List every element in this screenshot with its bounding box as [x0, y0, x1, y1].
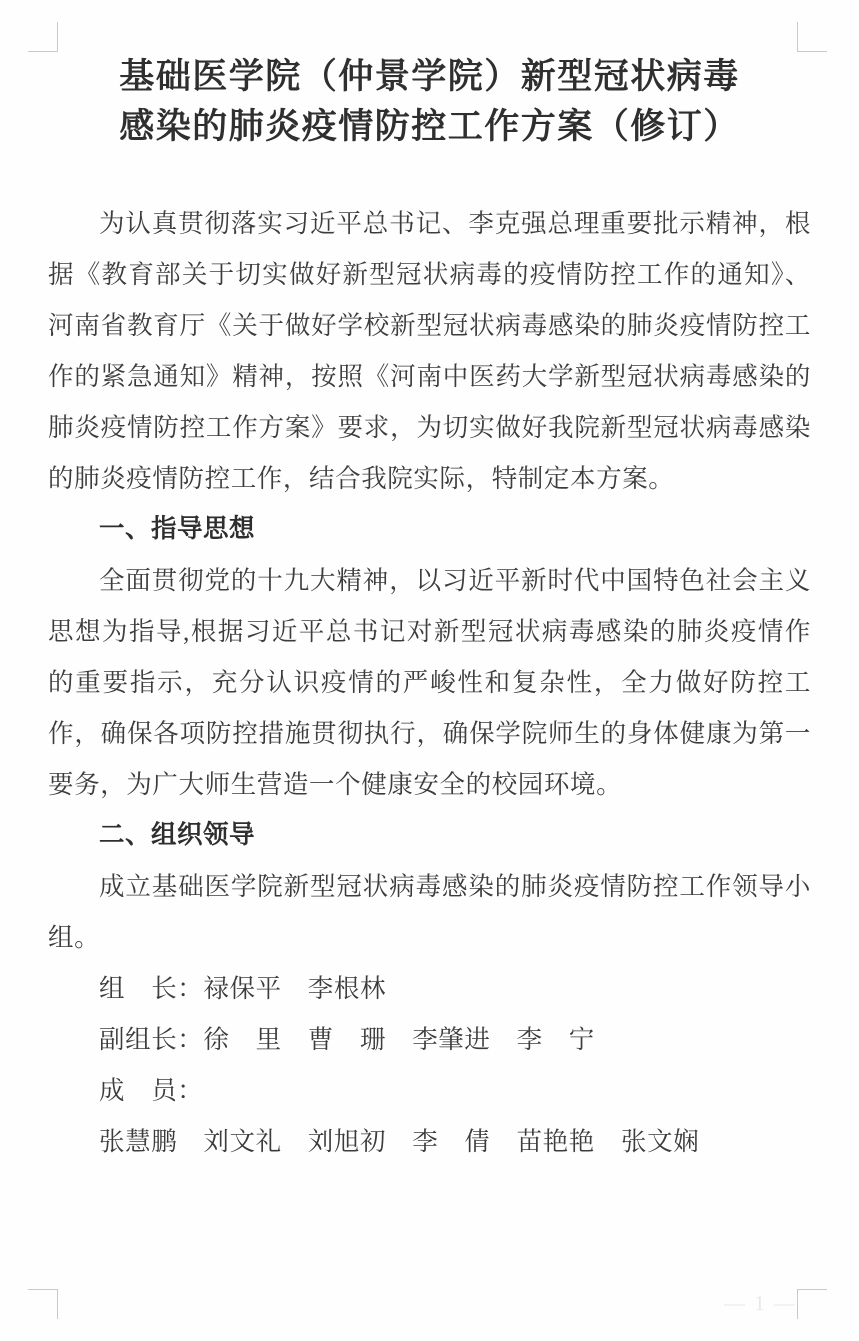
page-number: — 1 — — [724, 1291, 797, 1315]
document-title-line-1: 基础医学院（仲景学院）新型冠状病毒 — [119, 57, 740, 96]
document-body — [48, 38, 811, 1167]
crop-mark-bottom-left — [28, 1289, 58, 1319]
section-paragraph-guiding-thought: 全面贯彻党的十九大精神，以习近平新时代中国特色社会主义思想为指导,根据习近平总书记对新型冠状病毒感染的肺炎疫情作的重要指示，充分认识疫情的严峻性和复杂性，全力做好防控工作，确保各项防控措施贯彻执行，确保学院师生的身体健康为第一要务，为广大师生营造一个健康安全的校园环境。 — [48, 566, 811, 799]
section-heading-organization: 二、组织领导 — [99, 821, 256, 849]
document-title — [48, 52, 811, 152]
roster-line-members-label — [48, 1065, 811, 1116]
roster-line-leader — [48, 963, 811, 1014]
leadership-roster — [48, 963, 811, 1167]
document-content — [48, 198, 811, 1167]
roster-names-deputy: 徐 里 曹 珊 李肇进 李 宁 — [203, 1025, 595, 1054]
roster-label-leader: 组 长： — [99, 974, 204, 1003]
roster-label-members: 成 员： — [99, 1076, 204, 1105]
roster-line-deputy — [48, 1014, 811, 1065]
roster-names-leader: 禄保平 李根林 — [203, 974, 387, 1003]
section-paragraph-organization: 成立基础医学院新型冠状病毒感染的肺炎疫情防控工作领导小组。 — [48, 872, 811, 952]
crop-mark-bottom-right — [797, 1289, 827, 1319]
intro-paragraph: 为认真贯彻落实习近平总书记、李克强总理重要批示精神，根据《教育部关于切实做好新型冠状病毒的疫情防控工作的通知》、河南省教育厅《关于做好学校新型冠状病毒感染的肺炎疫情防控工作的紧急通知》精神，按照《河南中医药大学新型冠状病毒感染的肺炎疫情防控工作方案》要求，为切实做好我院新型冠状病毒感染的肺炎疫情防控工作，结合我院实际，特制定本方案。 — [48, 209, 811, 493]
document-title-line-2: 感染的肺炎疫情防控工作方案（修订） — [119, 107, 740, 146]
section-heading-guiding-thought: 一、指导思想 — [99, 515, 256, 543]
roster-label-deputy: 副组长： — [99, 1025, 204, 1054]
roster-line-member-names: 张慧鹏 刘文礼 刘旭初 李 倩 苗艳艳 张文娴 — [99, 1127, 700, 1156]
